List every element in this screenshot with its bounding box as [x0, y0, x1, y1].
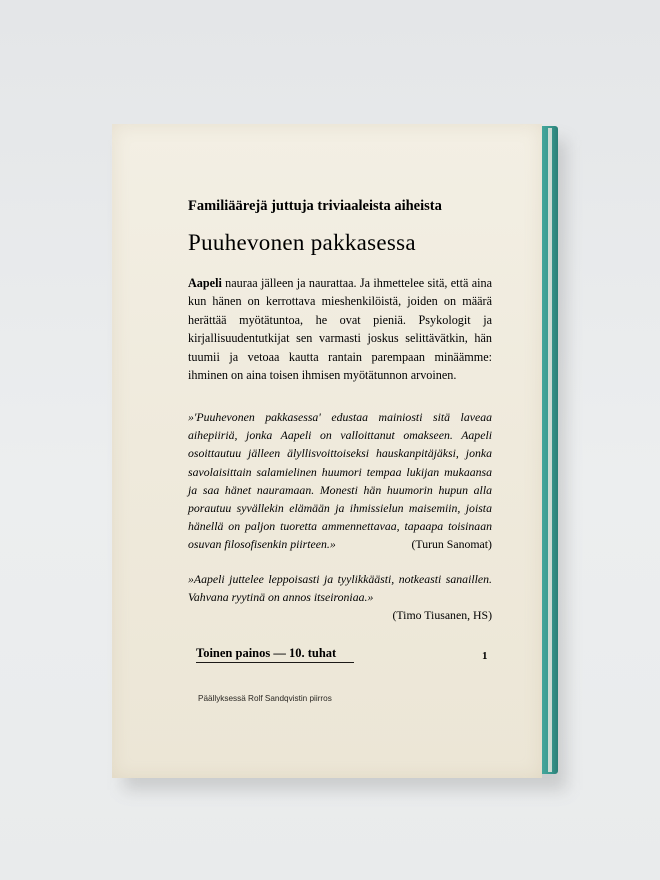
- review-quote-1-text: »'Puuhevonen pakkasessa' edustaa mainiosti sitä laveaa aihepiiriä, jonka Aapeli on valloittanut omakseen. Aapeli osoittautuu jälleen älyllisvoittoiseksi hauskanpitäjäksi, jonka savolaisittain salamielinen huumori tempaa lukijan mukaansa ja saa hänet nauramaan. Monesti hän huumorin hupun alla porautuu syvällekin elämään ja ihmissielun maisemiin, joista hänellä on paljon tuoretta ammennettavaa, tapaapa toisinaan osuvan filosofisenkin piirteen.»: [188, 410, 492, 552]
- author-name: Aapeli: [188, 276, 222, 290]
- blurb-text: nauraa jälleen ja naurattaa. Ja ihmettelee sitä, että aina kun hänen on kerrottava mieshenkilöistä, joiden on määrä herättää myötätuntoa, he ovat pieniä. Psykologit ja kirjallisuudentutkijat sen varmasti joskus selittävätkin, hän tuumii ja vetoaa kautta rantain parempaan minäämme: ihminen on aina toisen ihmisen myötätunnon arvoinen.: [188, 276, 492, 383]
- review-quote-2: [188, 570, 492, 625]
- blurb-paragraph: [188, 274, 492, 384]
- book-subtitle: Familiäärejä juttuja triviaaleista aiheista: [188, 198, 442, 214]
- review-quote-2-text: »Aapeli juttelee leppoisasti ja tyylikkäästi, notkeasti sanaillen. Vahvana ryytinä on annos itseironiaa.»: [188, 572, 492, 605]
- print-code: 1: [482, 650, 488, 662]
- book-title: Puuhevonen pakkasessa: [188, 230, 416, 255]
- book-back-cover: [112, 124, 542, 778]
- edition-underline: [196, 662, 354, 663]
- cover-art-credit: Päällyksessä Rolf Sandqvistin piirros: [198, 694, 332, 703]
- review-quote-2-source: (Timo Tiusanen, HS): [392, 608, 492, 623]
- page-edges: [548, 128, 552, 772]
- review-quote-1: [188, 408, 492, 554]
- edition-info: Toinen painos — 10. tuhat: [196, 646, 337, 660]
- review-quote-1-source: (Turun Sanomat): [411, 537, 492, 552]
